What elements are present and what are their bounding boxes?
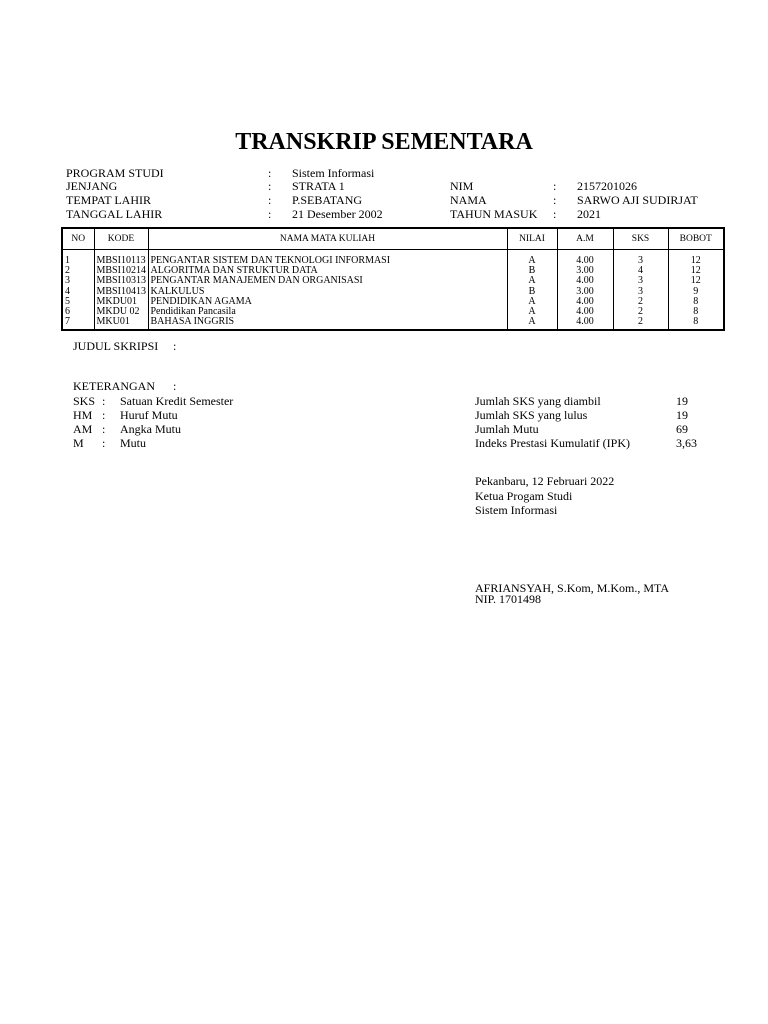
cell-nilai: A — [507, 317, 557, 330]
cell-no: 6 — [62, 307, 94, 317]
cell-nama: PENGANTAR SISTEM DAN TEKNOLOGI INFORMASI — [148, 256, 507, 266]
cell-nama: BAHASA INGGRIS — [148, 317, 507, 330]
label-jenjang: JENJANG — [66, 179, 118, 193]
cell-bobot: 12 — [668, 266, 724, 276]
cell-kode: MBSI10113 — [94, 256, 148, 266]
value-tempat-lahir: P.SEBATANG — [292, 193, 363, 207]
place-date: Pekanbaru, 12 Februari 2022 — [475, 474, 615, 488]
value-tahun-masuk: 2021 — [577, 207, 601, 221]
colon: : — [173, 339, 177, 353]
value-nim: 2157201026 — [577, 179, 637, 193]
value-jenjang: STRATA 1 — [292, 179, 345, 193]
cell-am: 4.00 — [557, 317, 613, 330]
cell-nilai: A — [507, 276, 557, 286]
cell-am: 4.00 — [557, 307, 613, 317]
legend-abbr: HM — [73, 408, 93, 422]
cell-sks: 3 — [613, 276, 668, 286]
cell-no: 4 — [62, 287, 94, 297]
colon: : — [268, 207, 272, 221]
header-sks: SKS — [613, 228, 668, 250]
summary-label: Jumlah Mutu — [475, 422, 539, 436]
cell-nilai: A — [507, 297, 557, 307]
cell-kode: MKDU 02 — [94, 307, 148, 317]
header-nilai: NILAI — [507, 228, 557, 250]
cell-nilai: B — [507, 287, 557, 297]
summary-label: Jumlah SKS yang lulus — [475, 408, 588, 422]
signatory-position: Ketua Progam Studi — [475, 489, 573, 503]
cell-am: 4.00 — [557, 297, 613, 307]
legend-desc: Satuan Kredit Semester — [120, 394, 234, 408]
cell-bobot: 8 — [668, 317, 724, 330]
colon: : — [553, 193, 557, 207]
label-tahun-masuk: TAHUN MASUK — [450, 207, 538, 221]
value-tanggal-lahir: 21 Desember 2002 — [292, 207, 383, 221]
label-nim: NIM — [450, 179, 474, 193]
cell-no: 5 — [62, 297, 94, 307]
summary-value: 19 — [676, 408, 688, 422]
grades-table — [61, 227, 725, 331]
label-tanggal-lahir: TANGGAL LAHIR — [66, 207, 163, 221]
legend-desc: Huruf Mutu — [120, 408, 178, 422]
cell-nama: ALGORITMA DAN STRUKTUR DATA — [148, 266, 507, 276]
colon: : — [102, 394, 106, 408]
cell-nama: PENDIDIKAN AGAMA — [148, 297, 507, 307]
cell-nilai: B — [507, 266, 557, 276]
cell-kode: MBSI10413 — [94, 287, 148, 297]
cell-kode: MKU01 — [94, 317, 148, 330]
cell-no: 7 — [62, 317, 94, 330]
cell-kode: MBSI10313 — [94, 276, 148, 286]
label-program-studi: PROGRAM STUDI — [66, 166, 164, 180]
cell-no: 2 — [62, 266, 94, 276]
cell-kode: MBSI10214 — [94, 266, 148, 276]
value-program-studi: Sistem Informasi — [292, 166, 375, 180]
colon: : — [102, 408, 106, 422]
legend-abbr: AM — [73, 422, 93, 436]
cell-sks: 2 — [613, 317, 668, 330]
cell-am: 3.00 — [557, 287, 613, 297]
cell-sks: 2 — [613, 297, 668, 307]
document-title: TRANSKRIP SEMENTARA — [235, 129, 533, 155]
colon: : — [268, 179, 272, 193]
value-nama: SARWO AJI SUDIRJAT — [577, 193, 698, 207]
legend-desc: Angka Mutu — [120, 422, 181, 436]
summary-label: Jumlah SKS yang diambil — [475, 394, 601, 408]
cell-no: 3 — [62, 276, 94, 286]
table-header-row — [62, 228, 724, 250]
judul-skripsi-label: JUDUL SKRIPSI — [73, 339, 159, 353]
cell-nilai: A — [507, 256, 557, 266]
cell-bobot: 12 — [668, 256, 724, 266]
header-no: NO — [62, 228, 94, 250]
label-nama: NAMA — [450, 193, 487, 207]
cell-sks: 4 — [613, 266, 668, 276]
colon: : — [173, 379, 177, 393]
label-tempat-lahir: TEMPAT LAHIR — [66, 193, 152, 207]
legend-abbr: SKS — [73, 394, 96, 408]
keterangan-label: KETERANGAN — [73, 379, 155, 393]
summary-value: 19 — [676, 394, 688, 408]
colon: : — [102, 422, 106, 436]
header-nama-mata-kuliah: NAMA MATA KULIAH — [148, 228, 507, 250]
cell-nama: KALKULUS — [148, 287, 507, 297]
signatory-name: AFRIANSYAH, S.Kom, M.Kom., MTA — [475, 581, 670, 595]
legend-desc: Mutu — [120, 436, 147, 450]
header-am: A.M — [557, 228, 613, 250]
cell-am: 4.00 — [557, 276, 613, 286]
colon: : — [268, 166, 272, 180]
header-kode: KODE — [94, 228, 148, 250]
cell-kode: MKDU01 — [94, 297, 148, 307]
cell-bobot: 8 — [668, 297, 724, 307]
colon: : — [102, 436, 106, 450]
cell-am: 4.00 — [557, 256, 613, 266]
cell-bobot: 8 — [668, 307, 724, 317]
colon: : — [553, 207, 557, 221]
cell-sks: 2 — [613, 307, 668, 317]
cell-nilai: A — [507, 307, 557, 317]
signatory-unit: Sistem Informasi — [475, 503, 558, 517]
summary-value: 3,63 — [676, 436, 697, 450]
cell-no: 1 — [62, 256, 94, 266]
signatory-nip: NIP. 1701498 — [475, 592, 542, 606]
colon: : — [553, 179, 557, 193]
cell-bobot: 12 — [668, 276, 724, 286]
summary-value: 69 — [676, 422, 688, 436]
legend-abbr: M — [73, 436, 84, 450]
cell-bobot: 9 — [668, 287, 724, 297]
colon: : — [268, 193, 272, 207]
table-row — [62, 317, 724, 330]
header-bobot: BOBOT — [668, 228, 724, 250]
cell-nama: Pendidikan Pancasila — [148, 307, 507, 317]
summary-label: Indeks Prestasi Kumulatif (IPK) — [475, 436, 630, 450]
cell-am: 3.00 — [557, 266, 613, 276]
cell-nama: PENGANTAR MANAJEMEN DAN ORGANISASI — [148, 276, 507, 286]
cell-sks: 3 — [613, 287, 668, 297]
cell-sks: 3 — [613, 256, 668, 266]
